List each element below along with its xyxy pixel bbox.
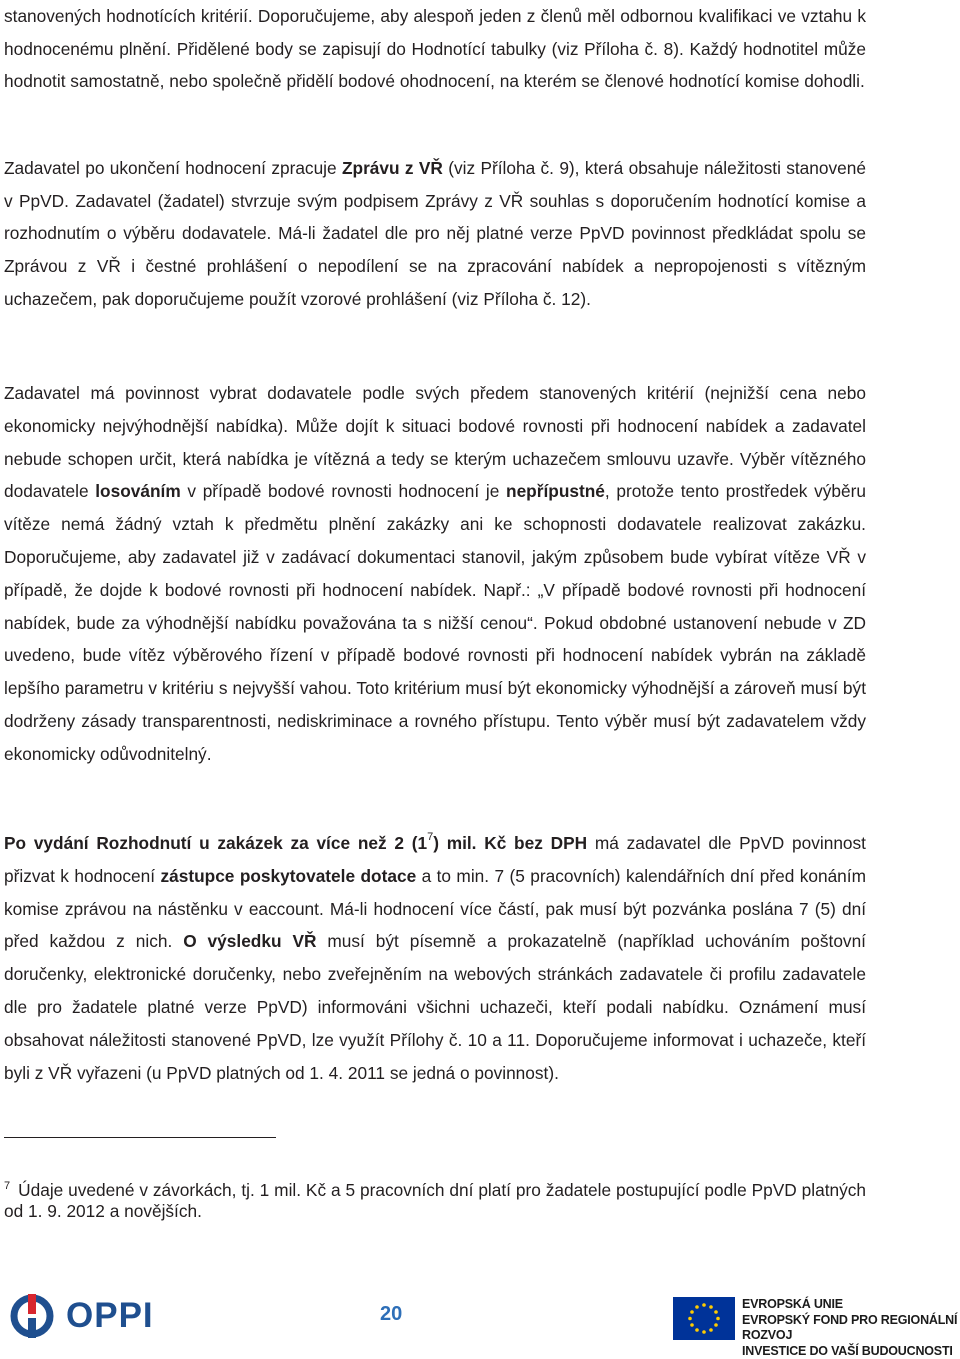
paragraph-text: Zadavatel má povinnost vybrat dodavatele podle svých předem stanovených kritérií (nejnižší cena nebo ekonomicky nejvýhodnější nabídka). Může dojít k situaci bodové rovnosti při hodnocení nabídek a zadavatel nebude schopen určit, která nabídka je vítězná a tedy se kterým uchazečem smlouvu uzavře. Výběr vítězného dodavatele [4,383,866,501]
eu-flag-icon [673,1297,735,1340]
oppi-logo [8,1291,154,1341]
eu-line: EVROPSKÝ FOND PRO REGIONÁLNÍ ROZVOJ [742,1313,960,1344]
bold-text: zástupce poskytovatele dotace [160,866,416,886]
paragraph-report [4,152,866,316]
paragraph-text: má zadavatel dle PpVD povinnost přizvat k hodnocení [4,833,866,886]
footnote-number: 7 [4,1180,10,1192]
eu-funding-text [742,1297,960,1359]
paragraph-text: , protože tento prostředek výběru vítěze nemá žádný vztah k předmětu plnění zakázky ani ke schopnosti dodavatele realizovat zakázku. Doporučujeme, aby zadavatel již v zadávací dokumentaci stanovil, jakým způsobem bude vybírat vítěze VŘ v případě, že dojde k bodové rovnosti při hodnocení nabídek. Např.: „V případě bodové rovnosti při hodnocení nabídek, bude za výhodnější nabídku považována ta s nižší cenou“. Pokud obdobné ustanovení nebude v ZD uvedeno, bude vítěz výběrového řízení v případě bodové rovnosti při hodnocení nabídek vybrán na základě lepšího parametru v kritériu s nejvyšší vahou. Toto kritérium musí být ekonomicky výhodnější a zároveň musí být dodrženy zásady transparentnosti, nediskriminace a rovného přístupu. Tento výběr musí být zadavatelem vždy ekonomicky odůvodnitelný. [4,481,866,763]
oppi-logo-text: OPPI [66,1296,154,1336]
bold-text: Zprávu z VŘ [342,158,443,178]
paragraph-selection [4,377,866,771]
paragraph-text: stanovených hodnotících kritérií. Doporučujeme, aby alespoň jeden z členů měl odbornou kvalifikaci ve vztahu k hodnocenému plnění. Přidělené body se zapisují do Hodnotící tabulky (viz Příloha č. 8). Každý hodnotitel může hodnotit samostatně, nebo společně přidělí bodové ohodnocení, na kterém se členové hodnotící komise dohodli. [4,6,866,91]
bold-text: losováním [95,481,180,501]
footnote-text: Údaje uvedené v závorkách, tj. 1 mil. Kč a 5 pracovních dní platí pro žadatele postupující podle PpVD platných od 1. 9. 2012 a novějších. [4,1180,866,1221]
footnote-divider [4,1137,276,1138]
paragraph-text: (viz Příloha č. 9), která obsahuje náležitosti stanovené v PpVD. Zadavatel (žadatel) stvrzuje svým podpisem Zprávy z VŘ souhlas s doporučením hodnotící komise a rozhodnutím o výběru dodavatele. Má-li žadatel dle pro něj platné verze PpVD povinnost předkládat spolu se Zprávou z VŘ i čestné prohlášení o nepodílení se na zpracování nabídek a nepropojenosti s vítězným uchazečem, pak doporučujeme použít vzorové prohlášení (viz Příloha č. 12). [4,158,866,309]
page-number: 20 [380,1303,402,1326]
eu-line: EVROPSKÁ UNIE [742,1297,960,1313]
bold-text: O výsledku VŘ [183,931,316,951]
eu-line: INVESTICE DO VAŠÍ BUDOUCNOSTI [742,1344,960,1359]
paragraph-evaluators [4,0,866,98]
paragraph-decision [4,827,866,1089]
paragraph-text: a to min. 7 (5 pracovních) kalendářních dní před konáním komise zprávou na nástěnku v eaccount. Má-li hodnocení více částí, pak musí být pozvánka poslána 7 (5) dní před každou z nich. [4,866,866,952]
oppi-logo-icon [8,1292,56,1340]
paragraph-text: Zadavatel po ukončení hodnocení zpracuje [4,158,342,178]
bold-text: Po vydání Rozhodnutí u zakázek za více než 2 (1 [4,833,427,853]
paragraph-text: musí být písemně a prokazatelně (například uchováním poštovní doručenky, elektronické doručenky, nebo zveřejněním na webových stránkách zadavatele či profilu zadavatele dle pro žadatele platné verze PpVD) informováni všichni uchazeči, kteří podali nabídku. Oznámení musí obsahovat náležitosti stanovené PpVD, lze využít Přílohy č. 10 a 11. Doporučujeme informovat i uchazeče, kteří byli z VŘ vyřazeni (u PpVD platných od 1. 4. 2011 se jedná o povinnost). [4,931,866,1082]
footnote [4,1176,866,1222]
paragraph-text: v případě bodové rovnosti hodnocení je [181,481,506,501]
bold-text: ) mil. Kč bez DPH [433,833,587,853]
page-footer [0,1285,960,1355]
bold-text: nepřípustné [506,481,605,501]
footnote-ref[interactable]: 7 [427,831,433,843]
